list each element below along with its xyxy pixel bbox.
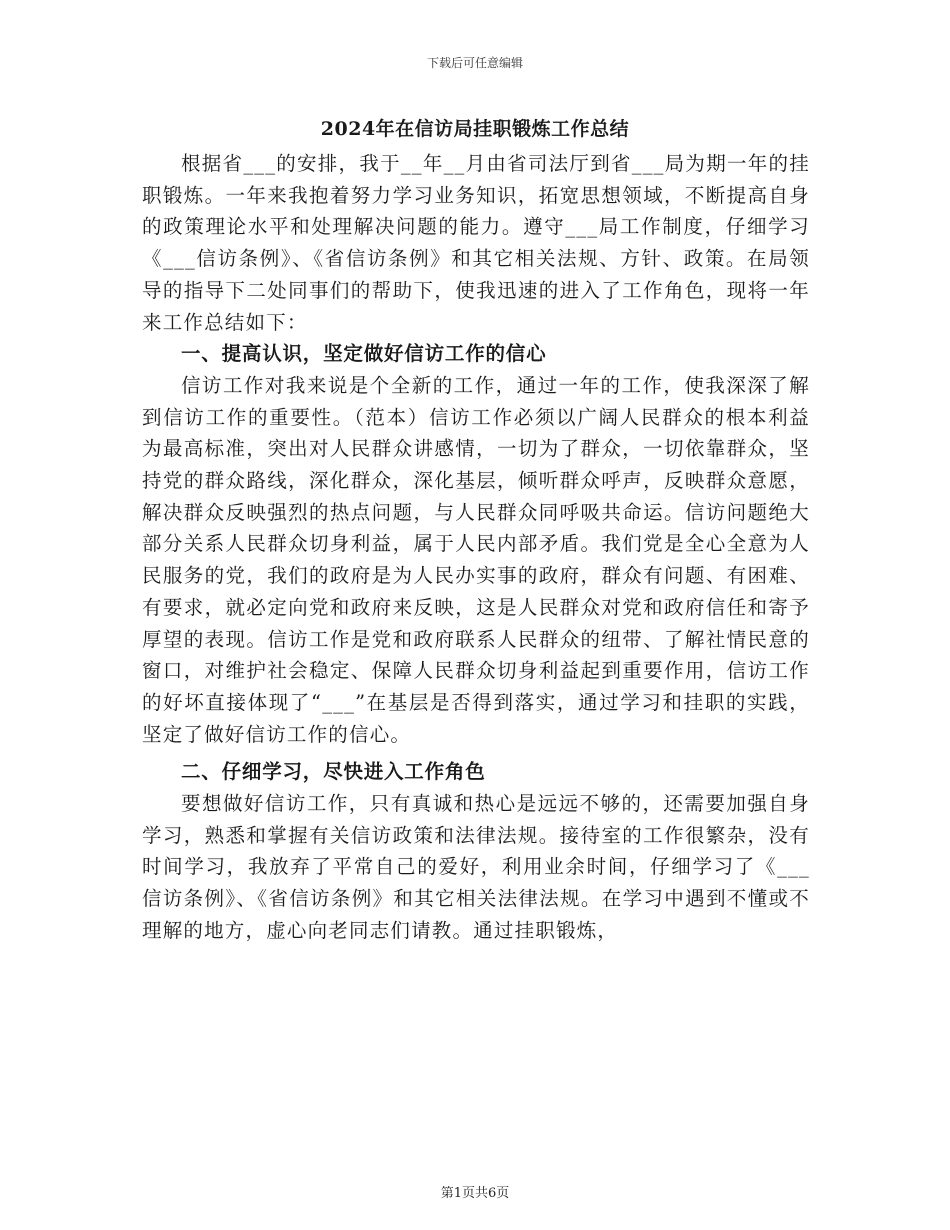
- section-heading-2: 二、仔细学习，尽快进入工作角色: [181, 760, 486, 784]
- section-heading-1: 一、提高认识，坚定做好信访工作的信心: [181, 342, 547, 366]
- page-footer: 第1页共6页: [440, 1186, 510, 1201]
- header-note: 下载后可任意编辑: [426, 56, 523, 70]
- section-2-paragraph: 要想做好信访工作，只有真诚和热心是远远不够的，还需要加强自身学习，熟悉和掌握有关信访政策和法律法规。接待室的工作很繁杂，没有时间学习，我放弃了平常自己的爱好，利用业余时间，仔细学习了《___信访条例》、《省信访条例》和其它相关法律法规。在学习中遇到不懂或不理解的地方，虚心向老同志们请教。通过挂职锻炼，: [142, 792, 810, 942]
- document-title: 2024年在信访局挂职锻炼工作总结: [320, 118, 630, 140]
- document-body: [142, 148, 810, 947]
- intro-paragraph: 根据省___的安排，我于__年__月由省司法厅到省___局为期一年的挂职锻炼。一年来我抱着努力学习业务知识，拓宽思想领域，不断提高自身的政策理论水平和处理解决问题的能力。遵守___局工作制度，仔细学习《___信访条例》、《省信访条例》和其它相关法规、方针、政策。在局领导的指导下二处同事们的帮助下，使我迅速的进入了工作角色，现将一年来工作总结如下：: [142, 152, 810, 334]
- section-1-paragraph: 信访工作对我来说是个全新的工作，通过一年的工作，使我深深了解到信访工作的重要性。（范本）信访工作必须以广阔人民群众的根本利益为最高标准，突出对人民群众讲感情，一切为了群众，一切依靠群众，坚持党的群众路线，深化群众，深化基层，倾听群众呼声，反映群众意愿，解决群众反映强烈的热点问题，与人民群众同呼吸共命运。信访问题绝大部分关系人民群众切身利益，属于人民内部矛盾。我们党是全心全意为人民服务的党，我们的政府是为人民办实事的政府，群众有问题、有困难、有要求，就必定向党和政府来反映，这是人民群众对党和政府信任和寄予厚望的表现。信访工作是党和政府联系人民群众的纽带、了解社情民意的窗口，对维护社会稳定、保障人民群众切身利益起到重要作用，信访工作的好坏直接体现了“___”在基层是否得到落实，通过学习和挂职的实践，坚定了做好信访工作的信心。: [142, 373, 810, 746]
